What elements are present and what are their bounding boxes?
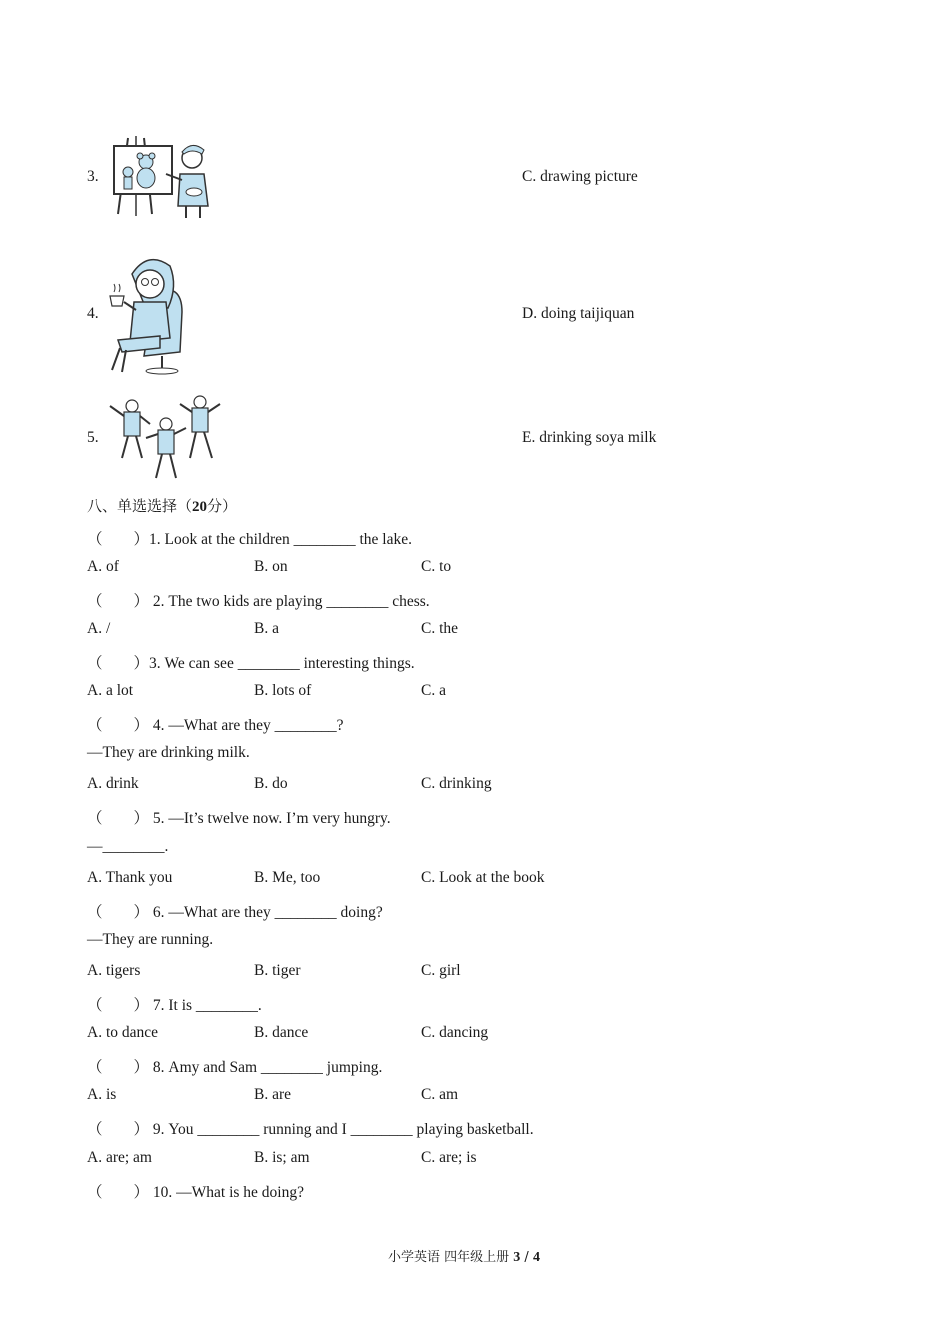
option-a: A. of [87,558,119,575]
option-a: A. is [87,1086,117,1103]
woman-drinking-picture [104,252,189,377]
footer-label: 小学英语 四年级上册 [388,1250,510,1265]
option-c: C. girl [421,962,461,979]
page-total: 4 [532,1250,540,1265]
option-c: C. am [421,1086,459,1103]
page-number: 3 [513,1250,521,1265]
question-stem: （ ） 10. —What is he doing? [87,1184,304,1201]
option-b: B. a [254,620,279,637]
section-unit: 分） [207,497,238,515]
option-a: A. drink [87,775,139,792]
option-a: A. / [87,620,111,637]
question-stem: （ ） 2. The two kids are playing ________ chess. [87,593,430,610]
option-c: C. the [421,620,459,637]
option-b: B. Me, too [254,869,321,886]
section-title [87,495,237,516]
painting-girl-picture [104,134,219,224]
option-c: C. a [421,682,446,699]
question-stem: （ ）1. Look at the children ________ the lake. [87,531,413,548]
option-a: A. Thank you [87,869,173,886]
question-stem: （ ） 8. Amy and Sam ________ jumping. [87,1059,383,1076]
option-b: B. lots of [254,682,312,699]
item-number: 3. [87,168,99,185]
option-c: C. to [421,558,452,575]
option-a: A. tigers [87,962,141,979]
question-extra: —They are running. [87,931,214,948]
page-separator: / [524,1250,529,1265]
question-stem: （ ） 7. It is ________. [87,997,262,1014]
option-b: B. are [254,1086,292,1103]
option-a: A. a lot [87,682,134,699]
question-stem: （ ） 9. You ________ running and I ________ playing basketball. [87,1121,534,1138]
option-b: B. is; am [254,1149,310,1166]
taijiquan-people-picture [104,392,224,484]
option-text: C. drawing picture [522,168,638,185]
option-c: C. dancing [421,1024,489,1041]
item-number: 4. [87,305,99,322]
question-stem: （ ） 4. —What are they ________? [87,717,344,734]
question-extra: —________. [87,838,169,855]
option-b: B. tiger [254,962,301,979]
section-title-text: 八、单选选择（ [87,497,193,515]
option-c: C. Look at the book [421,869,545,886]
option-c: C. drinking [421,775,492,792]
option-b: B. do [254,775,288,792]
option-a: A. to dance [87,1024,159,1041]
item-number: 5. [87,429,99,446]
question-stem: （ ）3. We can see ________ interesting things. [87,655,415,672]
option-a: A. are; am [87,1149,152,1166]
option-c: C. are; is [421,1149,477,1166]
page-footer [388,1246,540,1266]
section-score: 20 [192,499,208,515]
option-text: E. drinking soya milk [522,429,657,446]
option-b: B. dance [254,1024,309,1041]
option-text: D. doing taijiquan [522,305,635,322]
question-extra: —They are drinking milk. [87,744,250,761]
option-b: B. on [254,558,288,575]
question-stem: （ ） 6. —What are they ________ doing? [87,904,383,921]
question-stem: （ ） 5. —It’s twelve now. I’m very hungry. [87,810,391,827]
